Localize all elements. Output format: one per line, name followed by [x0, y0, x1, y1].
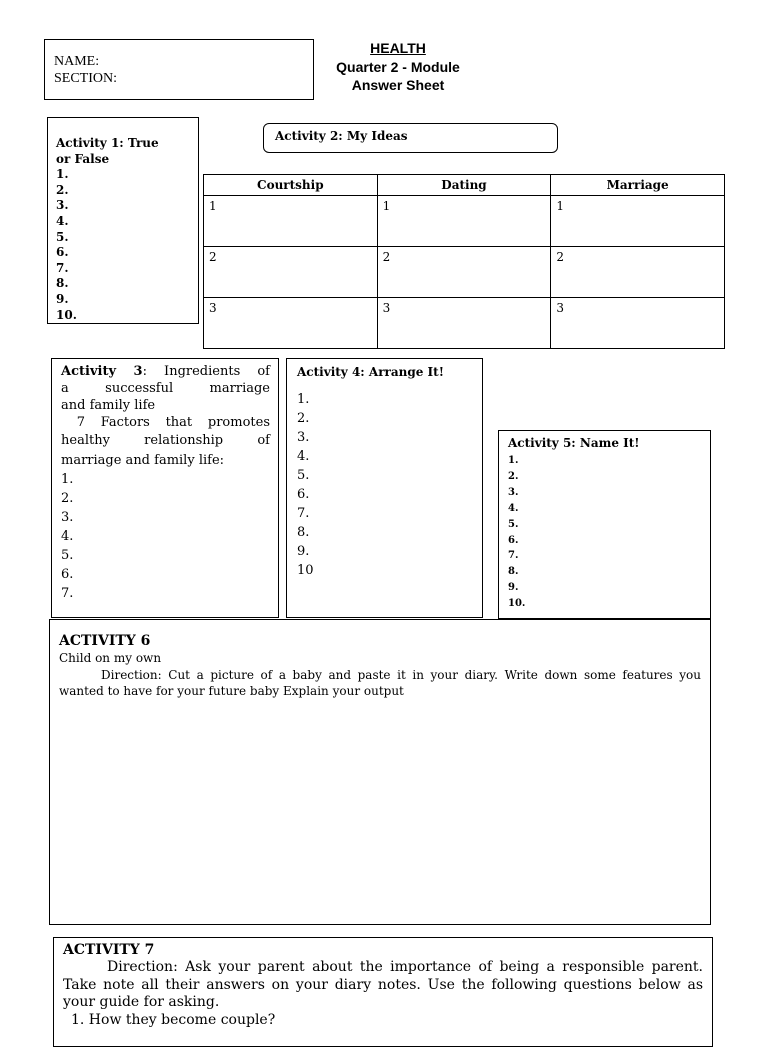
section-label: SECTION:: [54, 71, 117, 86]
table-cell: 1: [551, 196, 725, 247]
title-subject: HEALTH: [370, 40, 426, 56]
activity-5-box: [498, 430, 711, 619]
list-item: 4.: [56, 213, 69, 228]
list-item: 5.: [61, 548, 74, 563]
list-item: 10.: [56, 307, 77, 322]
activity-4-title: Activity 4: Arrange It!: [297, 365, 444, 379]
activity-3-factor-line: 7 Factors that promotes: [61, 415, 270, 430]
activity-3-title: Activity 3: [61, 364, 143, 379]
title-answer-sheet: Answer Sheet: [351, 77, 445, 93]
column-header-marriage: Marriage: [551, 175, 725, 196]
table-cell: 1: [204, 196, 378, 247]
activity-7-title: ACTIVITY 7: [63, 942, 155, 958]
list-item: 9.: [56, 291, 69, 306]
list-item: 5.: [56, 229, 69, 244]
activity-6-direction: Direction: Cut a picture of a baby and paste it in your diary. Write down some features you wanted to have for your future baby Explain your output: [59, 667, 701, 698]
table-cell: 2: [204, 247, 378, 298]
list-item: 2.: [61, 491, 74, 506]
name-section-box: [44, 39, 314, 100]
activity-3-factor-line: healthy relationship of: [61, 433, 270, 448]
activity-1-box: [47, 117, 199, 324]
activity-2-title-box: [263, 123, 558, 153]
list-item: 2.: [508, 470, 519, 482]
list-item: 4.: [61, 529, 74, 544]
list-item: 3.: [56, 198, 69, 213]
activity-5-title: Activity 5: Name It!: [508, 436, 640, 450]
list-item: 8.: [297, 525, 310, 540]
name-label: NAME:: [54, 54, 100, 69]
list-item: 3.: [508, 486, 519, 498]
table-row: [204, 298, 725, 349]
list-item: 1.: [297, 392, 310, 407]
activity-2-table: [203, 174, 725, 349]
activity-3-box: [51, 358, 279, 618]
activity-1-title-line1: Activity 1: True: [56, 136, 159, 150]
activity-7-direction: Direction: Ask your parent about the importance of being a responsible parent. Take note all their answers on your diary notes. Use the following questions below as your guide for asking.: [63, 959, 703, 1010]
list-item: 5.: [508, 518, 519, 530]
list-item: 1.: [61, 472, 74, 487]
list-item: 7.: [61, 586, 74, 601]
list-item: 2.: [297, 411, 310, 426]
activity-3-intro-line: Activity 3: Ingredients of: [61, 364, 270, 379]
activity-6-box: [49, 619, 711, 925]
list-item: 4.: [508, 502, 519, 514]
list-item: 1.: [508, 455, 519, 466]
list-item: 8.: [56, 276, 69, 291]
list-item: 9.: [297, 544, 310, 559]
activity-3-intro-line: and family life: [61, 398, 156, 413]
activity-3-intro-line: a successful marriage: [61, 381, 270, 396]
activity-6-subtitle: Child on my own: [59, 651, 162, 665]
activity-6-title: ACTIVITY 6: [59, 633, 151, 649]
list-item: 10.: [508, 598, 526, 610]
table-cell: 1: [377, 196, 551, 247]
column-header-dating: Dating: [377, 175, 551, 196]
activity-1-title-line2: or False: [56, 151, 110, 166]
list-item: 10: [297, 563, 314, 578]
list-item: 3.: [61, 510, 74, 525]
table-cell: 2: [377, 247, 551, 298]
column-header-courtship: Courtship: [204, 175, 378, 196]
table-row: [204, 247, 725, 298]
document-title: [300, 39, 496, 95]
table-header-row: [204, 175, 725, 196]
table-cell: 3: [377, 298, 551, 349]
activity-2-title: Activity 2: My Ideas: [275, 129, 408, 143]
list-item: 6.: [297, 487, 310, 502]
list-item: 6.: [508, 534, 519, 546]
table-cell: 2: [551, 247, 725, 298]
list-item: 9.: [508, 582, 519, 594]
title-quarter: Quarter 2 - Module: [336, 58, 460, 75]
activity-7-box: [53, 937, 713, 1047]
list-item: 7.: [297, 506, 310, 521]
list-item: 6.: [61, 567, 74, 582]
list-item: 3.: [297, 430, 310, 445]
list-item: 1.: [56, 167, 69, 182]
list-item: 6.: [56, 245, 69, 260]
table-cell: 3: [551, 298, 725, 349]
list-item: 4.: [297, 449, 310, 464]
list-item: 8.: [508, 566, 519, 578]
list-item: 7.: [56, 260, 69, 275]
list-item: 5.: [297, 468, 310, 483]
activity-4-box: [286, 358, 483, 618]
list-item: 2.: [56, 182, 69, 197]
activity-3-factor-line: marriage and family life:: [61, 453, 225, 468]
table-row: [204, 196, 725, 247]
table-cell: 3: [204, 298, 378, 349]
list-item: 7.: [508, 550, 519, 562]
activity-7-question: 1. How they become couple?: [71, 1011, 276, 1028]
